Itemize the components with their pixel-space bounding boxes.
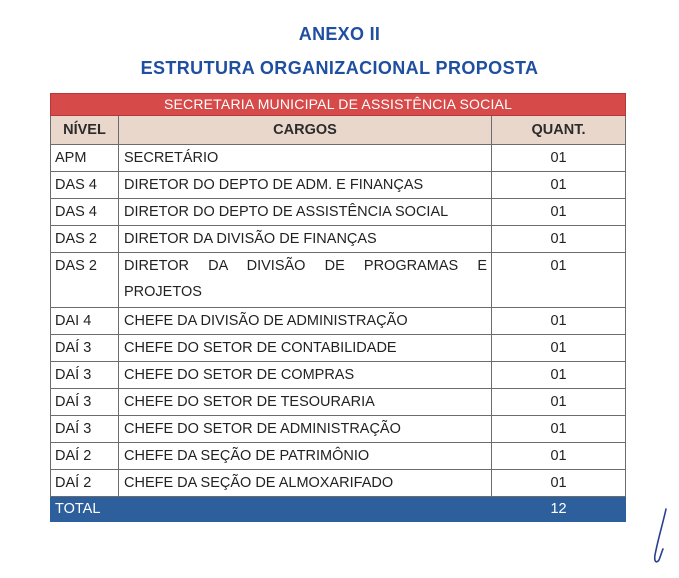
level-cell: DAÍ 2 xyxy=(51,470,119,497)
level-cell: DAS 4 xyxy=(51,199,119,226)
column-header-position: CARGOS xyxy=(119,116,492,145)
position-cell: DIRETOR DO DEPTO DE ADM. E FINANÇAS xyxy=(119,172,492,199)
total-empty-cell xyxy=(119,497,492,522)
table-row xyxy=(51,416,626,443)
section-header-row xyxy=(51,94,626,116)
position-cell: CHEFE DO SETOR DE CONTABILIDADE xyxy=(119,335,492,362)
position-line-1: DIRETOR DA DIVISÃO DE PROGRAMAS E xyxy=(124,258,487,274)
level-cell: DAÍ 2 xyxy=(51,443,119,470)
position-cell: CHEFE DO SETOR DE COMPRAS xyxy=(119,362,492,389)
position-cell: SECRETÁRIO xyxy=(119,145,492,172)
position-cell: DIRETOR DO DEPTO DE ASSISTÊNCIA SOCIAL xyxy=(119,199,492,226)
level-cell: DAÍ 3 xyxy=(51,335,119,362)
level-cell: DAÍ 3 xyxy=(51,389,119,416)
quantity-cell: 01 xyxy=(492,199,626,226)
handwritten-initial-mark xyxy=(650,505,672,567)
quantity-cell: 01 xyxy=(492,443,626,470)
position-cell: CHEFE DA DIVISÃO DE ADMINISTRAÇÃO xyxy=(119,308,492,335)
position-cell: DIRETOR DA DIVISÃO DE FINANÇAS xyxy=(119,226,492,253)
quantity-cell: 01 xyxy=(492,389,626,416)
level-cell: DAS 4 xyxy=(51,172,119,199)
level-cell: DAI 4 xyxy=(51,308,119,335)
column-header-row xyxy=(51,116,626,145)
quantity-cell: 01 xyxy=(492,226,626,253)
quantity-cell: 01 xyxy=(492,145,626,172)
position-cell: CHEFE DA SEÇÃO DE PATRIMÔNIO xyxy=(119,443,492,470)
document-subtitle: ESTRUTURA ORGANIZACIONAL PROPOSTA xyxy=(140,58,539,78)
column-header-quantity: QUANT. xyxy=(492,116,626,145)
table-row xyxy=(51,308,626,335)
quantity-cell: 01 xyxy=(492,416,626,443)
level-cell: DAS 2 xyxy=(51,226,119,253)
level-cell: APM xyxy=(51,145,119,172)
level-cell: DAS 2 xyxy=(51,253,119,308)
table-row xyxy=(51,226,626,253)
total-label: TOTAL xyxy=(51,497,119,522)
table-row xyxy=(51,443,626,470)
quantity-cell: 01 xyxy=(492,470,626,497)
table-row xyxy=(51,335,626,362)
table-row xyxy=(51,253,626,308)
table-row xyxy=(51,362,626,389)
organizational-structure-table xyxy=(50,93,626,522)
document-title: ANEXO II xyxy=(298,24,381,44)
quantity-cell: 01 xyxy=(492,253,626,308)
table-row xyxy=(51,172,626,199)
total-row xyxy=(51,497,626,522)
table-row xyxy=(51,145,626,172)
position-cell xyxy=(119,253,492,308)
table-row xyxy=(51,470,626,497)
total-quantity: 12 xyxy=(492,497,626,522)
section-header: SECRETARIA MUNICIPAL DE ASSISTÊNCIA SOCIAL xyxy=(51,94,626,116)
table-row xyxy=(51,389,626,416)
column-header-level: NÍVEL xyxy=(51,116,119,145)
quantity-cell: 01 xyxy=(492,308,626,335)
position-cell: CHEFE DO SETOR DE TESOURARIA xyxy=(119,389,492,416)
quantity-cell: 01 xyxy=(492,172,626,199)
quantity-cell: 01 xyxy=(492,335,626,362)
position-line-2: PROJETOS xyxy=(124,284,202,300)
position-cell: CHEFE DA SEÇÃO DE ALMOXARIFADO xyxy=(119,470,492,497)
structure-table-container xyxy=(50,93,625,522)
level-cell: DAÍ 3 xyxy=(51,416,119,443)
position-cell: CHEFE DO SETOR DE ADMINISTRAÇÃO xyxy=(119,416,492,443)
quantity-cell: 01 xyxy=(492,362,626,389)
level-cell: DAÍ 3 xyxy=(51,362,119,389)
table-row xyxy=(51,199,626,226)
